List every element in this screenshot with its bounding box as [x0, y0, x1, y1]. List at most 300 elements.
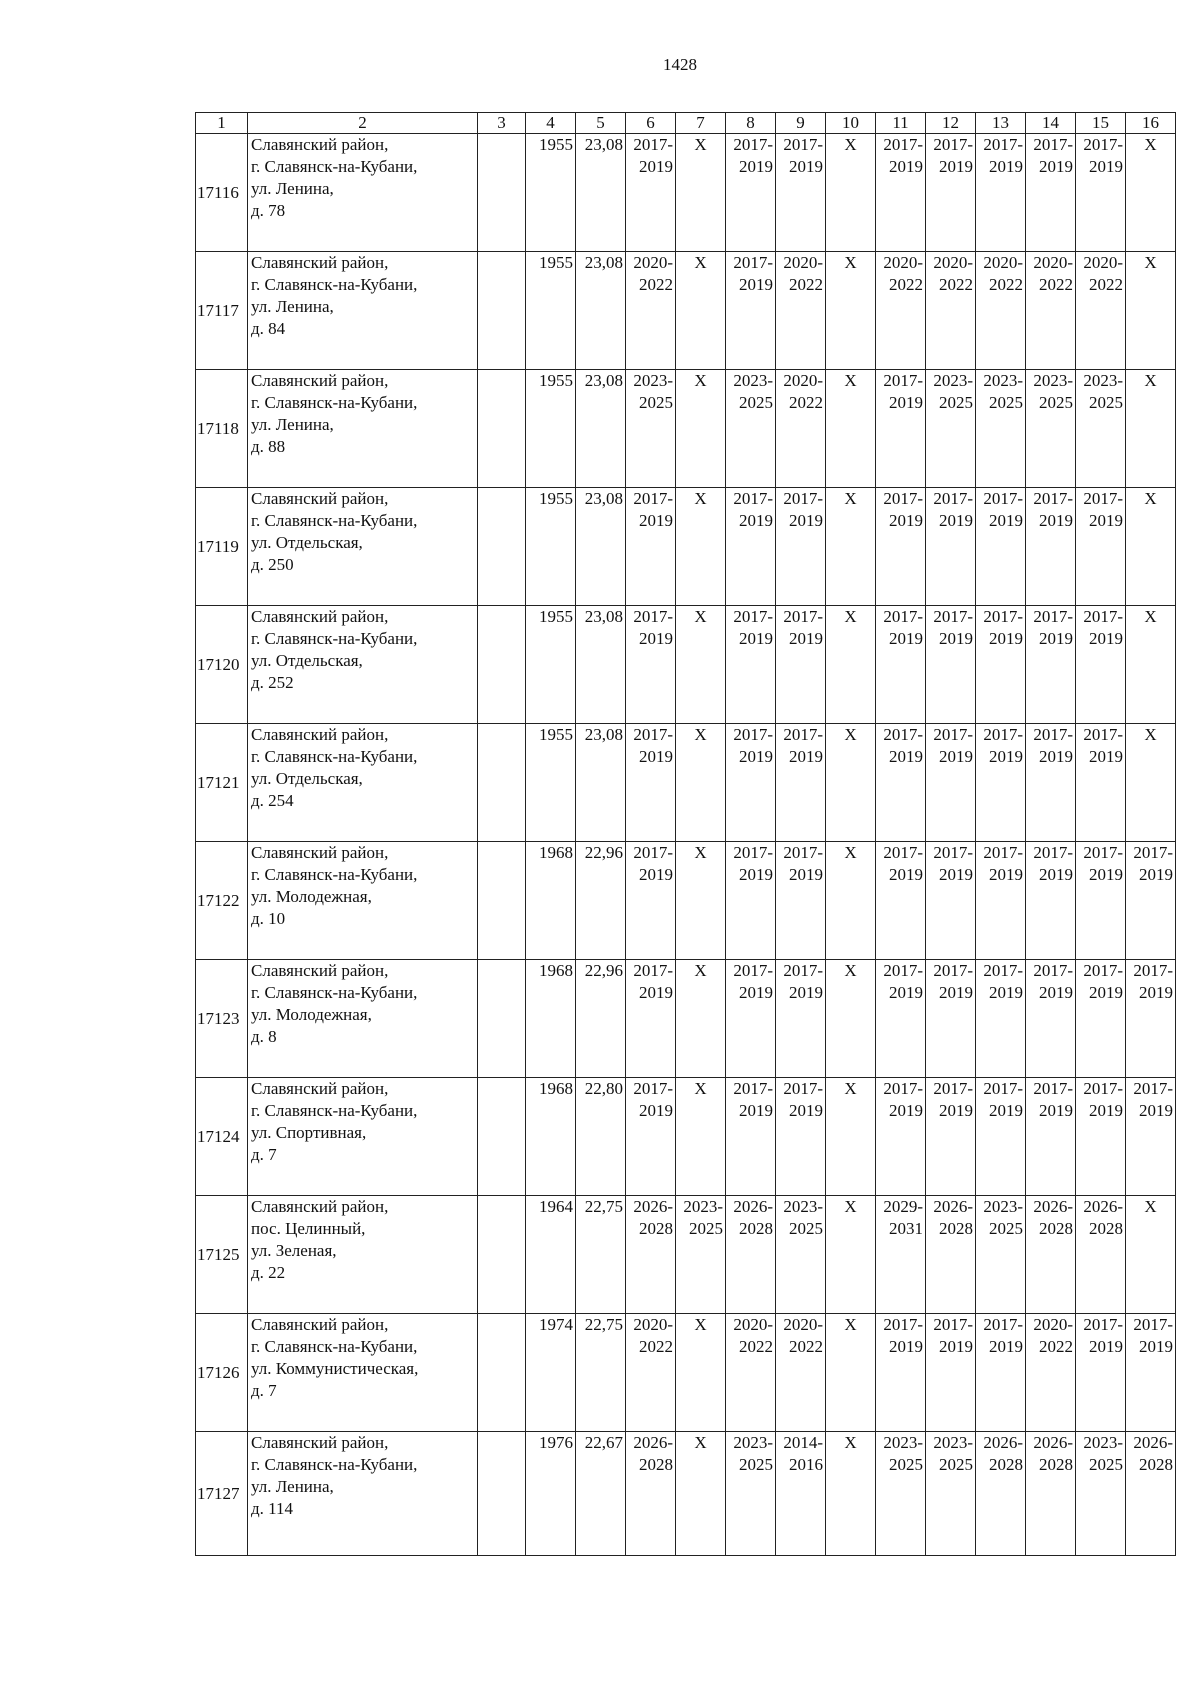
period-start: 2020- — [883, 253, 923, 272]
period-end: 2025 — [1039, 393, 1073, 412]
period-end: 2019 — [639, 983, 673, 1002]
period-cell-c15 — [1076, 1432, 1126, 1556]
value-cell: 22,96 — [576, 960, 626, 1078]
period-cell-c6 — [626, 960, 676, 1078]
period-start: 2017- — [1083, 843, 1123, 862]
address-cell — [248, 1196, 478, 1314]
page-number: 1428 — [663, 55, 697, 74]
column-3-cell — [478, 488, 526, 606]
row-number-cell: 17116 — [196, 134, 248, 252]
period-start: 2017- — [633, 961, 673, 980]
table-row — [196, 1196, 1176, 1314]
period-end: 2019 — [989, 629, 1023, 648]
period-cell-c12 — [926, 134, 976, 252]
period-start: 2020- — [783, 253, 823, 272]
period-end: 2019 — [989, 865, 1023, 884]
table-row — [196, 960, 1176, 1078]
period-start: 2017- — [883, 1315, 923, 1334]
table-row — [196, 252, 1176, 370]
x-mark-cell-c7: Х — [676, 370, 726, 488]
period-start: 2020- — [633, 253, 673, 272]
period-cell-c11 — [876, 724, 926, 842]
row-number-cell: 17127 — [196, 1432, 248, 1556]
period-start: 2017- — [1083, 725, 1123, 744]
address-line: г. Славянск-на-Кубани, — [251, 747, 418, 766]
period-cell-c14 — [1026, 842, 1076, 960]
column-3-cell — [478, 370, 526, 488]
period-end: 2019 — [1039, 983, 1073, 1002]
period-cell-c6 — [626, 1432, 676, 1556]
period-cell-c12 — [926, 370, 976, 488]
address-line: ул. Отдельская, — [251, 651, 363, 670]
period-end: 2019 — [739, 1101, 773, 1120]
period-end: 2019 — [989, 983, 1023, 1002]
period-start: 2017- — [1083, 1315, 1123, 1334]
period-end: 2019 — [1089, 1337, 1123, 1356]
address-line: ул. Ленина, — [251, 415, 334, 434]
x-mark-cell-c16: Х — [1126, 606, 1176, 724]
column-3-cell — [478, 606, 526, 724]
period-cell-c11 — [876, 842, 926, 960]
address-cell — [248, 842, 478, 960]
period-end: 2022 — [889, 275, 923, 294]
period-cell-c15 — [1076, 1196, 1126, 1314]
period-start: 2026- — [1033, 1433, 1073, 1452]
address-line: г. Славянск-на-Кубани, — [251, 629, 418, 648]
column-3-cell — [478, 842, 526, 960]
column-number-10: 10 — [826, 113, 876, 134]
period-start: 2017- — [733, 725, 773, 744]
period-start: 2017- — [883, 371, 923, 390]
period-start: 2020- — [733, 1315, 773, 1334]
column-3-cell — [478, 1432, 526, 1556]
column-number-row — [196, 113, 1176, 134]
period-start: 2020- — [783, 1315, 823, 1334]
period-start: 2026- — [1133, 1433, 1173, 1452]
period-start: 2017- — [983, 725, 1023, 744]
address-cell — [248, 606, 478, 724]
column-number-13: 13 — [976, 113, 1026, 134]
value-cell: 22,75 — [576, 1196, 626, 1314]
address-cell — [248, 488, 478, 606]
period-start: 2023- — [733, 1433, 773, 1452]
period-cell-c9 — [776, 842, 826, 960]
period-end: 2016 — [789, 1455, 823, 1474]
period-end: 2019 — [939, 865, 973, 884]
period-cell-c11 — [876, 1196, 926, 1314]
period-end: 2025 — [689, 1219, 723, 1238]
period-start: 2020- — [1033, 253, 1073, 272]
period-end: 2025 — [789, 1219, 823, 1238]
period-end: 2019 — [1039, 865, 1073, 884]
period-end: 2019 — [739, 157, 773, 176]
address-line: Славянский район, — [251, 371, 389, 390]
period-start: 2026- — [633, 1433, 673, 1452]
x-mark-cell-c7: Х — [676, 1314, 726, 1432]
year-cell: 1955 — [526, 252, 576, 370]
period-start: 2023- — [933, 1433, 973, 1452]
address-line: Славянский район, — [251, 607, 389, 626]
period-end: 2022 — [989, 275, 1023, 294]
row-number-cell: 17122 — [196, 842, 248, 960]
address-line: г. Славянск-на-Кубани, — [251, 511, 418, 530]
period-cell-c11 — [876, 606, 926, 724]
x-mark-cell-c10: Х — [826, 724, 876, 842]
period-start: 2023- — [1083, 1433, 1123, 1452]
period-cell-c15 — [1076, 842, 1126, 960]
period-end: 2019 — [889, 1337, 923, 1356]
period-end: 2019 — [739, 865, 773, 884]
x-mark-cell-c10: Х — [826, 252, 876, 370]
period-start: 2017- — [783, 135, 823, 154]
period-cell-c11 — [876, 488, 926, 606]
x-mark-cell-c7: Х — [676, 960, 726, 1078]
period-start: 2017- — [933, 961, 973, 980]
table-row — [196, 1314, 1176, 1432]
period-cell-c15 — [1076, 488, 1126, 606]
x-mark-cell-c7: Х — [676, 842, 726, 960]
period-end: 2028 — [1139, 1455, 1173, 1474]
period-cell-c16 — [1126, 1314, 1176, 1432]
period-start: 2017- — [733, 253, 773, 272]
table-row — [196, 606, 1176, 724]
period-start: 2017- — [733, 1079, 773, 1098]
address-cell — [248, 252, 478, 370]
period-start: 2026- — [733, 1197, 773, 1216]
period-end: 2022 — [1089, 275, 1123, 294]
period-end: 2022 — [739, 1337, 773, 1356]
period-cell-c11 — [876, 1432, 926, 1556]
period-end: 2019 — [889, 747, 923, 766]
period-start: 2017- — [933, 135, 973, 154]
period-start: 2017- — [883, 961, 923, 980]
period-end: 2019 — [1089, 629, 1123, 648]
period-end: 2019 — [1089, 983, 1123, 1002]
period-cell-c12 — [926, 1196, 976, 1314]
period-start: 2017- — [1083, 135, 1123, 154]
period-start: 2017- — [1033, 843, 1073, 862]
address-line: ул. Молодежная, — [251, 1005, 372, 1024]
period-start: 2017- — [733, 607, 773, 626]
period-start: 2017- — [1033, 607, 1073, 626]
period-cell-c6 — [626, 370, 676, 488]
period-start: 2020- — [933, 253, 973, 272]
period-end: 2019 — [889, 983, 923, 1002]
period-start: 2017- — [783, 843, 823, 862]
address-line: д. 8 — [251, 1027, 277, 1046]
address-line: пос. Целинный, — [251, 1219, 366, 1238]
period-cell-c13 — [976, 1078, 1026, 1196]
address-line: ул. Отдельская, — [251, 769, 363, 788]
period-end: 2019 — [939, 511, 973, 530]
period-end: 2028 — [1089, 1219, 1123, 1238]
x-mark-cell-c16: Х — [1126, 1196, 1176, 1314]
period-end: 2025 — [889, 1455, 923, 1474]
period-end: 2019 — [789, 983, 823, 1002]
address-line: г. Славянск-на-Кубани, — [251, 1101, 418, 1120]
period-cell-c8 — [726, 134, 776, 252]
period-end: 2019 — [739, 629, 773, 648]
period-end: 2025 — [1089, 1455, 1123, 1474]
column-number-12: 12 — [926, 113, 976, 134]
period-start: 2017- — [1033, 135, 1073, 154]
row-number-cell: 17126 — [196, 1314, 248, 1432]
period-end: 2019 — [889, 157, 923, 176]
column-number-16: 16 — [1126, 113, 1176, 134]
period-start: 2023- — [883, 1433, 923, 1452]
address-line: Славянский район, — [251, 489, 389, 508]
period-start: 2017- — [783, 489, 823, 508]
year-cell: 1955 — [526, 606, 576, 724]
table-row — [196, 370, 1176, 488]
period-end: 2022 — [1039, 1337, 1073, 1356]
table-row — [196, 1078, 1176, 1196]
table-row — [196, 842, 1176, 960]
period-start: 2017- — [1133, 1315, 1173, 1334]
period-cell-c12 — [926, 252, 976, 370]
table-row — [196, 724, 1176, 842]
period-start: 2023- — [1083, 371, 1123, 390]
period-start: 2023- — [783, 1197, 823, 1216]
period-start: 2017- — [883, 843, 923, 862]
address-line: г. Славянск-на-Кубани, — [251, 157, 418, 176]
value-cell: 23,08 — [576, 370, 626, 488]
x-mark-cell-c10: Х — [826, 960, 876, 1078]
period-end: 2019 — [889, 393, 923, 412]
value-cell: 22,80 — [576, 1078, 626, 1196]
period-end: 2028 — [1039, 1219, 1073, 1238]
x-mark-cell-c16: Х — [1126, 134, 1176, 252]
period-cell-c8 — [726, 1314, 776, 1432]
address-line: Славянский район, — [251, 725, 389, 744]
period-start: 2017- — [983, 1315, 1023, 1334]
x-mark-cell-c10: Х — [826, 488, 876, 606]
period-cell-c13 — [976, 724, 1026, 842]
period-cell-c15 — [1076, 1078, 1126, 1196]
period-start: 2017- — [783, 961, 823, 980]
period-end: 2019 — [739, 983, 773, 1002]
period-start: 2017- — [883, 489, 923, 508]
address-line: г. Славянск-на-Кубани, — [251, 275, 418, 294]
period-cell-c11 — [876, 370, 926, 488]
address-line: ул. Коммунистическая, — [251, 1359, 419, 1378]
period-start: 2020- — [983, 253, 1023, 272]
value-cell: 22,96 — [576, 842, 626, 960]
period-start: 2017- — [1133, 843, 1173, 862]
period-cell-c11 — [876, 1078, 926, 1196]
period-start: 2017- — [933, 607, 973, 626]
address-line: д. 88 — [251, 437, 286, 456]
period-end: 2025 — [939, 1455, 973, 1474]
address-line: Славянский район, — [251, 1079, 389, 1098]
x-mark-cell-c10: Х — [826, 1196, 876, 1314]
period-cell-c14 — [1026, 1432, 1076, 1556]
period-cell-c16 — [1126, 1078, 1176, 1196]
year-cell: 1976 — [526, 1432, 576, 1556]
period-end: 2022 — [789, 1337, 823, 1356]
period-start: 2017- — [983, 489, 1023, 508]
period-start: 2017- — [783, 725, 823, 744]
year-cell: 1968 — [526, 960, 576, 1078]
period-end: 2019 — [1039, 1101, 1073, 1120]
row-number-cell: 17121 — [196, 724, 248, 842]
period-end: 2019 — [739, 275, 773, 294]
period-cell-c9 — [776, 134, 826, 252]
period-cell-c7 — [676, 1196, 726, 1314]
value-cell: 23,08 — [576, 252, 626, 370]
year-cell: 1955 — [526, 370, 576, 488]
period-cell-c9 — [776, 1314, 826, 1432]
column-3-cell — [478, 724, 526, 842]
column-number-1: 1 — [196, 113, 248, 134]
period-cell-c11 — [876, 960, 926, 1078]
period-start: 2017- — [933, 1315, 973, 1334]
housing-register-table — [195, 112, 1176, 1556]
period-start: 2017- — [633, 607, 673, 626]
period-start: 2017- — [883, 725, 923, 744]
period-end: 2019 — [989, 747, 1023, 766]
period-start: 2017- — [1083, 489, 1123, 508]
x-mark-cell-c7: Х — [676, 488, 726, 606]
x-mark-cell-c7: Х — [676, 134, 726, 252]
year-cell: 1964 — [526, 1196, 576, 1314]
x-mark-cell-c16: Х — [1126, 370, 1176, 488]
period-start: 2026- — [983, 1433, 1023, 1452]
address-line: д. 254 — [251, 791, 294, 810]
address-line: Славянский район, — [251, 253, 389, 272]
year-cell: 1955 — [526, 724, 576, 842]
period-end: 2019 — [739, 511, 773, 530]
table-row — [196, 488, 1176, 606]
period-cell-c8 — [726, 1432, 776, 1556]
address-line: ул. Спортивная, — [251, 1123, 367, 1142]
period-end: 2019 — [939, 629, 973, 648]
period-start: 2020- — [783, 371, 823, 390]
period-start: 2020- — [633, 1315, 673, 1334]
period-start: 2017- — [983, 961, 1023, 980]
period-start: 2017- — [883, 1079, 923, 1098]
x-mark-cell-c7: Х — [676, 252, 726, 370]
period-end: 2019 — [889, 629, 923, 648]
period-end: 2019 — [789, 629, 823, 648]
column-number-15: 15 — [1076, 113, 1126, 134]
address-line: д. 10 — [251, 909, 286, 928]
column-number-14: 14 — [1026, 113, 1076, 134]
period-end: 2019 — [989, 1337, 1023, 1356]
period-end: 2019 — [739, 747, 773, 766]
period-cell-c14 — [1026, 960, 1076, 1078]
period-cell-c9 — [776, 724, 826, 842]
address-line: ул. Ленина, — [251, 179, 334, 198]
period-end: 2019 — [989, 157, 1023, 176]
period-start: 2017- — [983, 843, 1023, 862]
period-cell-c14 — [1026, 1078, 1076, 1196]
year-cell: 1968 — [526, 842, 576, 960]
period-cell-c15 — [1076, 1314, 1126, 1432]
period-end: 2019 — [939, 157, 973, 176]
period-cell-c6 — [626, 488, 676, 606]
address-line: ул. Отдельская, — [251, 533, 363, 552]
column-number-2: 2 — [248, 113, 478, 134]
period-cell-c8 — [726, 252, 776, 370]
period-cell-c13 — [976, 488, 1026, 606]
column-number-3: 3 — [478, 113, 526, 134]
period-start: 2017- — [1083, 961, 1123, 980]
row-number-cell: 17125 — [196, 1196, 248, 1314]
period-start: 2017- — [1083, 1079, 1123, 1098]
column-number-11: 11 — [876, 113, 926, 134]
period-cell-c13 — [976, 1314, 1026, 1432]
period-start: 2017- — [1033, 725, 1073, 744]
period-cell-c14 — [1026, 724, 1076, 842]
address-line: д. 252 — [251, 673, 294, 692]
period-cell-c15 — [1076, 252, 1126, 370]
period-cell-c6 — [626, 842, 676, 960]
period-start: 2029- — [883, 1197, 923, 1216]
period-start: 2017- — [883, 135, 923, 154]
period-end: 2025 — [1089, 393, 1123, 412]
period-cell-c13 — [976, 842, 1026, 960]
column-3-cell — [478, 1314, 526, 1432]
column-3-cell — [478, 134, 526, 252]
column-number-4: 4 — [526, 113, 576, 134]
table-row — [196, 134, 1176, 252]
x-mark-cell-c7: Х — [676, 606, 726, 724]
value-cell: 22,75 — [576, 1314, 626, 1432]
period-end: 2022 — [789, 275, 823, 294]
period-cell-c9 — [776, 1078, 826, 1196]
x-mark-cell-c7: Х — [676, 1078, 726, 1196]
period-cell-c15 — [1076, 134, 1126, 252]
address-line: г. Славянск-на-Кубани, — [251, 1455, 418, 1474]
x-mark-cell-c10: Х — [826, 134, 876, 252]
period-cell-c15 — [1076, 370, 1126, 488]
row-number-cell: 17123 — [196, 960, 248, 1078]
period-cell-c14 — [1026, 134, 1076, 252]
period-start: 2017- — [633, 843, 673, 862]
period-end: 2022 — [939, 275, 973, 294]
period-end: 2019 — [1139, 983, 1173, 1002]
period-cell-c14 — [1026, 488, 1076, 606]
period-cell-c14 — [1026, 370, 1076, 488]
period-cell-c14 — [1026, 606, 1076, 724]
period-end: 2019 — [989, 511, 1023, 530]
period-end: 2019 — [1089, 1101, 1123, 1120]
period-start: 2017- — [883, 607, 923, 626]
period-end: 2028 — [639, 1455, 673, 1474]
period-cell-c6 — [626, 606, 676, 724]
period-end: 2019 — [1039, 511, 1073, 530]
period-cell-c12 — [926, 606, 976, 724]
period-cell-c8 — [726, 1196, 776, 1314]
period-start: 2026- — [1083, 1197, 1123, 1216]
period-cell-c8 — [726, 606, 776, 724]
period-start: 2017- — [1033, 961, 1073, 980]
period-cell-c15 — [1076, 960, 1126, 1078]
table-row — [196, 1432, 1176, 1556]
x-mark-cell-c7: Х — [676, 1432, 726, 1556]
row-number-cell: 17118 — [196, 370, 248, 488]
address-cell — [248, 960, 478, 1078]
period-cell-c16 — [1126, 842, 1176, 960]
period-end: 2019 — [1139, 1101, 1173, 1120]
column-3-cell — [478, 1078, 526, 1196]
period-start: 2020- — [1033, 1315, 1073, 1334]
address-line: Славянский район, — [251, 135, 389, 154]
period-start: 2017- — [733, 489, 773, 508]
address-line: Славянский район, — [251, 1315, 389, 1334]
period-cell-c6 — [626, 134, 676, 252]
